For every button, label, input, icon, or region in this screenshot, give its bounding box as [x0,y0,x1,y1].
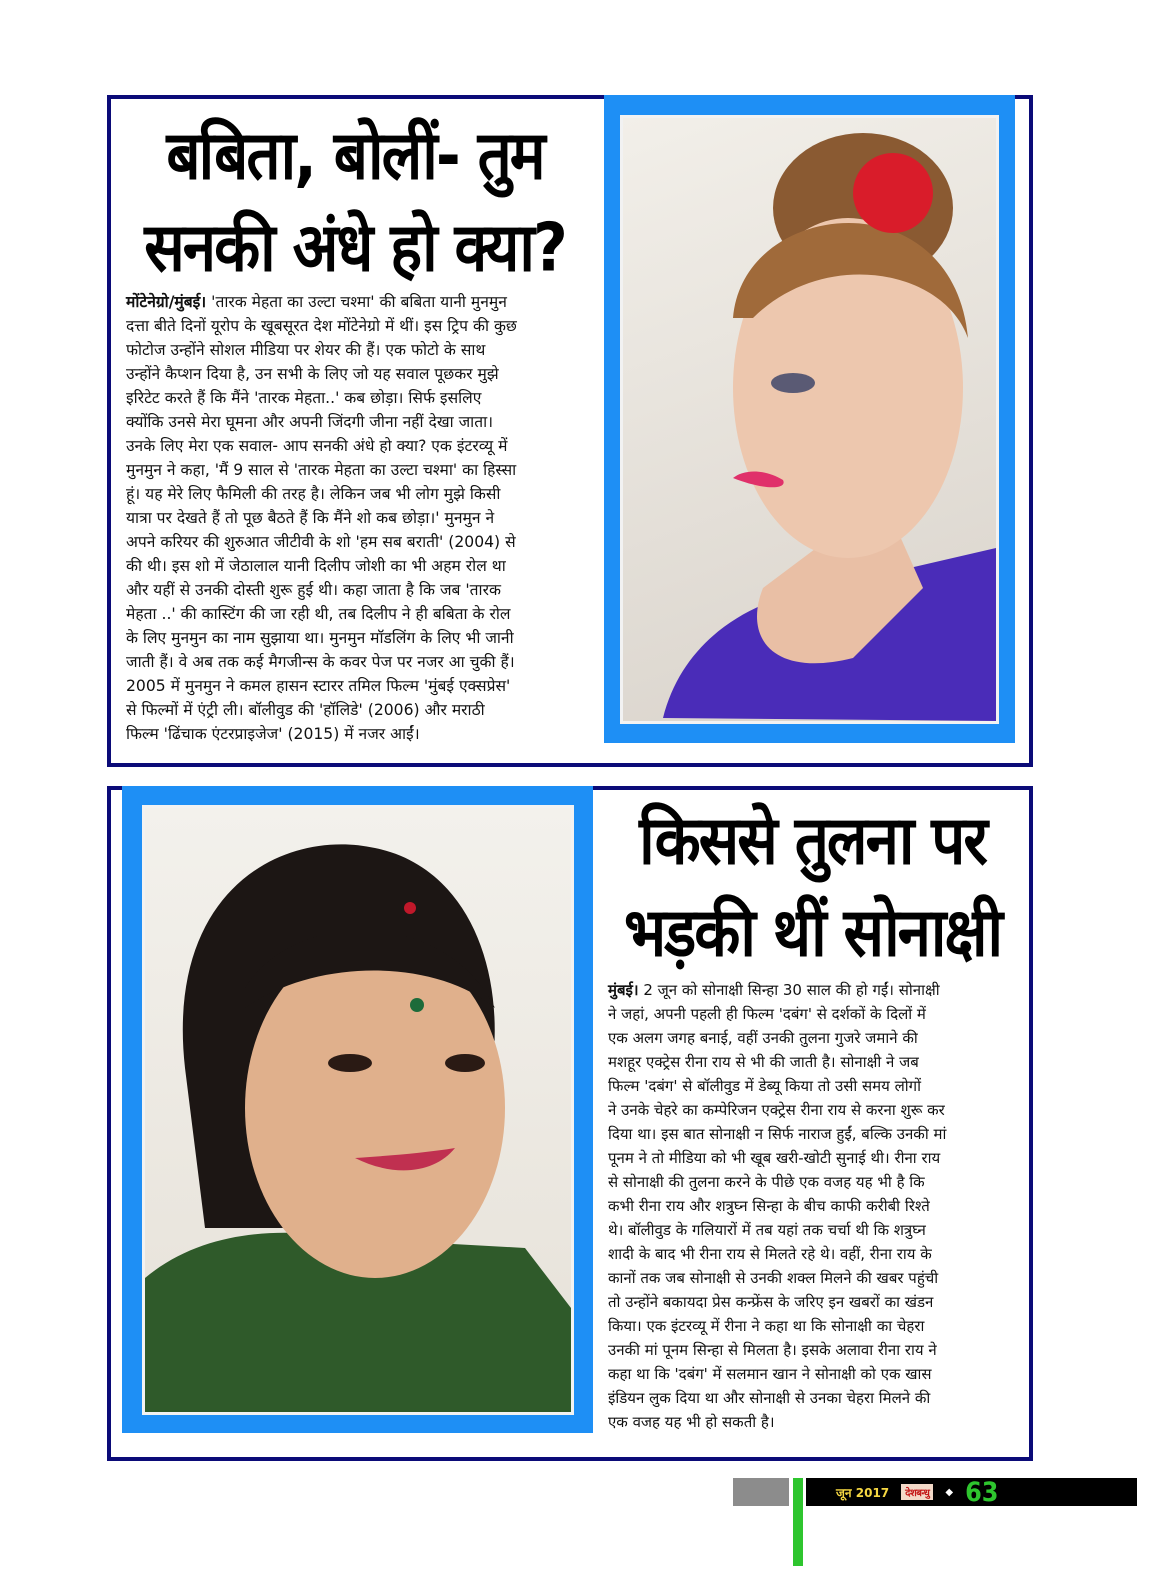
footer-bar [806,1478,1137,1506]
body-line: उनके लिए मेरा एक सवाल- आप सनकी अंधे हो क्या? एक इंटरव्यू में [126,437,508,455]
body-line: से फिल्मों में एंट्री ली। बॉलीवुड की 'हॉलिडे' (2006) और मराठी [126,701,485,719]
body-line: अपने करियर की शुरुआत जीटीवी के शो 'हम सब बराती' (2004) से [126,533,516,551]
body-text: 2 जून को सोनाक्षी सिन्हा 30 साल की हो गईं। सोनाक्षी [638,981,940,999]
body-line: फोटोज उन्होंने सोशल मीडिया पर शेयर की हैं। एक फोटो के साथ [126,341,486,359]
footer-gray-block [733,1478,789,1506]
body-line: से सोनाक्षी की तुलना करने के पीछे एक वजह यह भी है कि [608,1173,925,1191]
body-line: पूनम ने तो मीडिया को भी खूब खरी-खोटी सुनाई थी। रीना राय [608,1149,941,1167]
dateline: मोंटेनेग्रो/मुंबई। [126,293,207,311]
headline-line: भड़की थीं सोनाक्षी [623,893,1002,973]
photo-sonakshi-sinha [142,805,574,1415]
headline-line: सनकी अंधे हो क्या? [144,208,566,288]
body-line: दत्ता बीते दिनों यूरोप के खूबसूरत देश मोंटेनेग्रो में थीं। इस ट्रिप की कुछ [126,317,517,335]
magazine-logo: देशबन्धु [901,1484,933,1500]
body-line: मेहता ..' की कास्टिंग की जा रही थी, तब दिलीप ने ही बबिता के रोल [126,605,511,623]
body-line: उनकी मां पूनम सिन्हा से मिलता है। इसके अलावा रीना राय ने [608,1341,937,1359]
body-line: ने उनके चेहरे का कम्पेरिजन एक्ट्रेस रीना राय से करना शुरू कर [608,1101,945,1119]
issue-date: जून 2017 [836,1485,890,1500]
body-line: हूं। यह मेरे लिए फैमिली की तरह है। लेकिन जब भी लोग मुझे किसी [126,485,501,503]
article-babita-headline [110,110,600,294]
body-line: और यहीं से उनकी दोस्ती शुरू हुई थी। कहा जाता है कि जब 'तारक [126,581,501,599]
article-sonakshi-body [608,978,946,1434]
article-sonakshi-headline [595,795,1030,979]
body-line [608,978,946,1002]
headline-line: बबिता, बोलीं- तुम [166,116,544,196]
body-line: एक अलग जगह बनाई, वहीं उनकी तुलना गुजरे जमाने की [608,1029,918,1047]
body-line: एक वजह यह भी हो सकती है। [608,1413,775,1431]
body-line: शादी के बाद भी रीना राय से मिलते रहे थे। वहीं, रीना राय के [608,1245,932,1263]
body-line: ने जहां, अपनी पहली ही फिल्म 'दबंग' से दर्शकों के दिलों में [608,1005,926,1023]
body-line: यात्रा पर देखते हैं तो पूछ बैठते हैं कि मैंने शो कब छोड़ा।' मुनमुन ने [126,509,495,527]
body-line: मशहूर एक्ट्रेस रीना राय से भी की जाती है। सोनाक्षी ने जब [608,1053,919,1071]
body-line: किया। एक इंटरव्यू में रीना ने कहा था कि सोनाक्षी का चेहरा [608,1317,925,1335]
body-line: उन्होंने कैप्शन दिया है, उन सभी के लिए जो यह सवाल पूछकर मुझे [126,365,499,383]
body-line: फिल्म 'दबंग' से बॉलीवुड में डेब्यू किया तो उसी समय लोगों [608,1077,921,1095]
body-line: कहा था कि 'दबंग' में सलमान खान ने सोनाक्षी को एक खास [608,1365,932,1383]
photo-munmun-dutta [620,115,999,724]
body-line: दिया था। इस बात सोनाक्षी न सिर्फ नाराज हुईं, बल्कि उनकी मां [608,1125,947,1143]
body-line: जाती हैं। वे अब तक कई मैगजीन्स के कवर पेज पर नजर आ चुकी हैं। [126,653,515,671]
body-line: इंडियन लुक दिया था और सोनाक्षी से उनका चेहरा मिलने की [608,1389,931,1407]
body-line: 2005 में मुनमुन ने कमल हासन स्टारर तमिल फिल्म 'मुंबई एक्सप्रेस' [126,677,511,695]
body-text: 'तारक मेहता का उल्टा चश्मा' की बबिता यानी मुनमुन [206,293,507,311]
body-line: फिल्म 'ढिंचाक एंटरप्राइजेज' (2015) में नजर आईं। [126,725,420,743]
body-line: मुनमुन ने कहा, 'मैं 9 साल से 'तारक मेहता का उल्टा चश्मा' का हिस्सा [126,461,517,479]
footer-green-bar [793,1478,803,1566]
dateline: मुंबई। [608,981,639,999]
body-line: की थी। इस शो में जेठालाल यानी दिलीप जोशी का भी अहम रोल था [126,557,506,575]
body-line: थे। बॉलीवुड के गलियारों में तब यहां तक चर्चा थी कि शत्रुघ्न [608,1221,926,1239]
page-number: 63 [965,1476,999,1508]
diamond-icon: ◆ [945,1486,954,1498]
body-line: इरिटेट करते हैं कि मैंने 'तारक मेहता..' कब छोड़ा। सिर्फ इसलिए [126,389,482,407]
body-line: क्योंकि उनसे मेरा घूमना और अपनी जिंदगी जीना नहीं देखा जाता। [126,413,494,431]
article-babita-body [126,290,517,746]
body-line: कानों तक जब सोनाक्षी से उनकी शक्ल मिलने की खबर पहुंची [608,1269,939,1287]
body-line: तो उन्होंने बकायदा प्रेस कन्फ्रेंस के जरिए इन खबरों का खंडन [608,1293,934,1311]
body-line [126,290,517,314]
body-line: के लिए मुनमुन का नाम सुझाया था। मुनमुन मॉडलिंग के लिए भी जानी [126,629,514,647]
headline-line: किससे तुलना पर [639,801,986,881]
body-line: कभी रीना राय और शत्रुघ्न सिन्हा के बीच काफी करीबी रिश्ते [608,1197,930,1215]
